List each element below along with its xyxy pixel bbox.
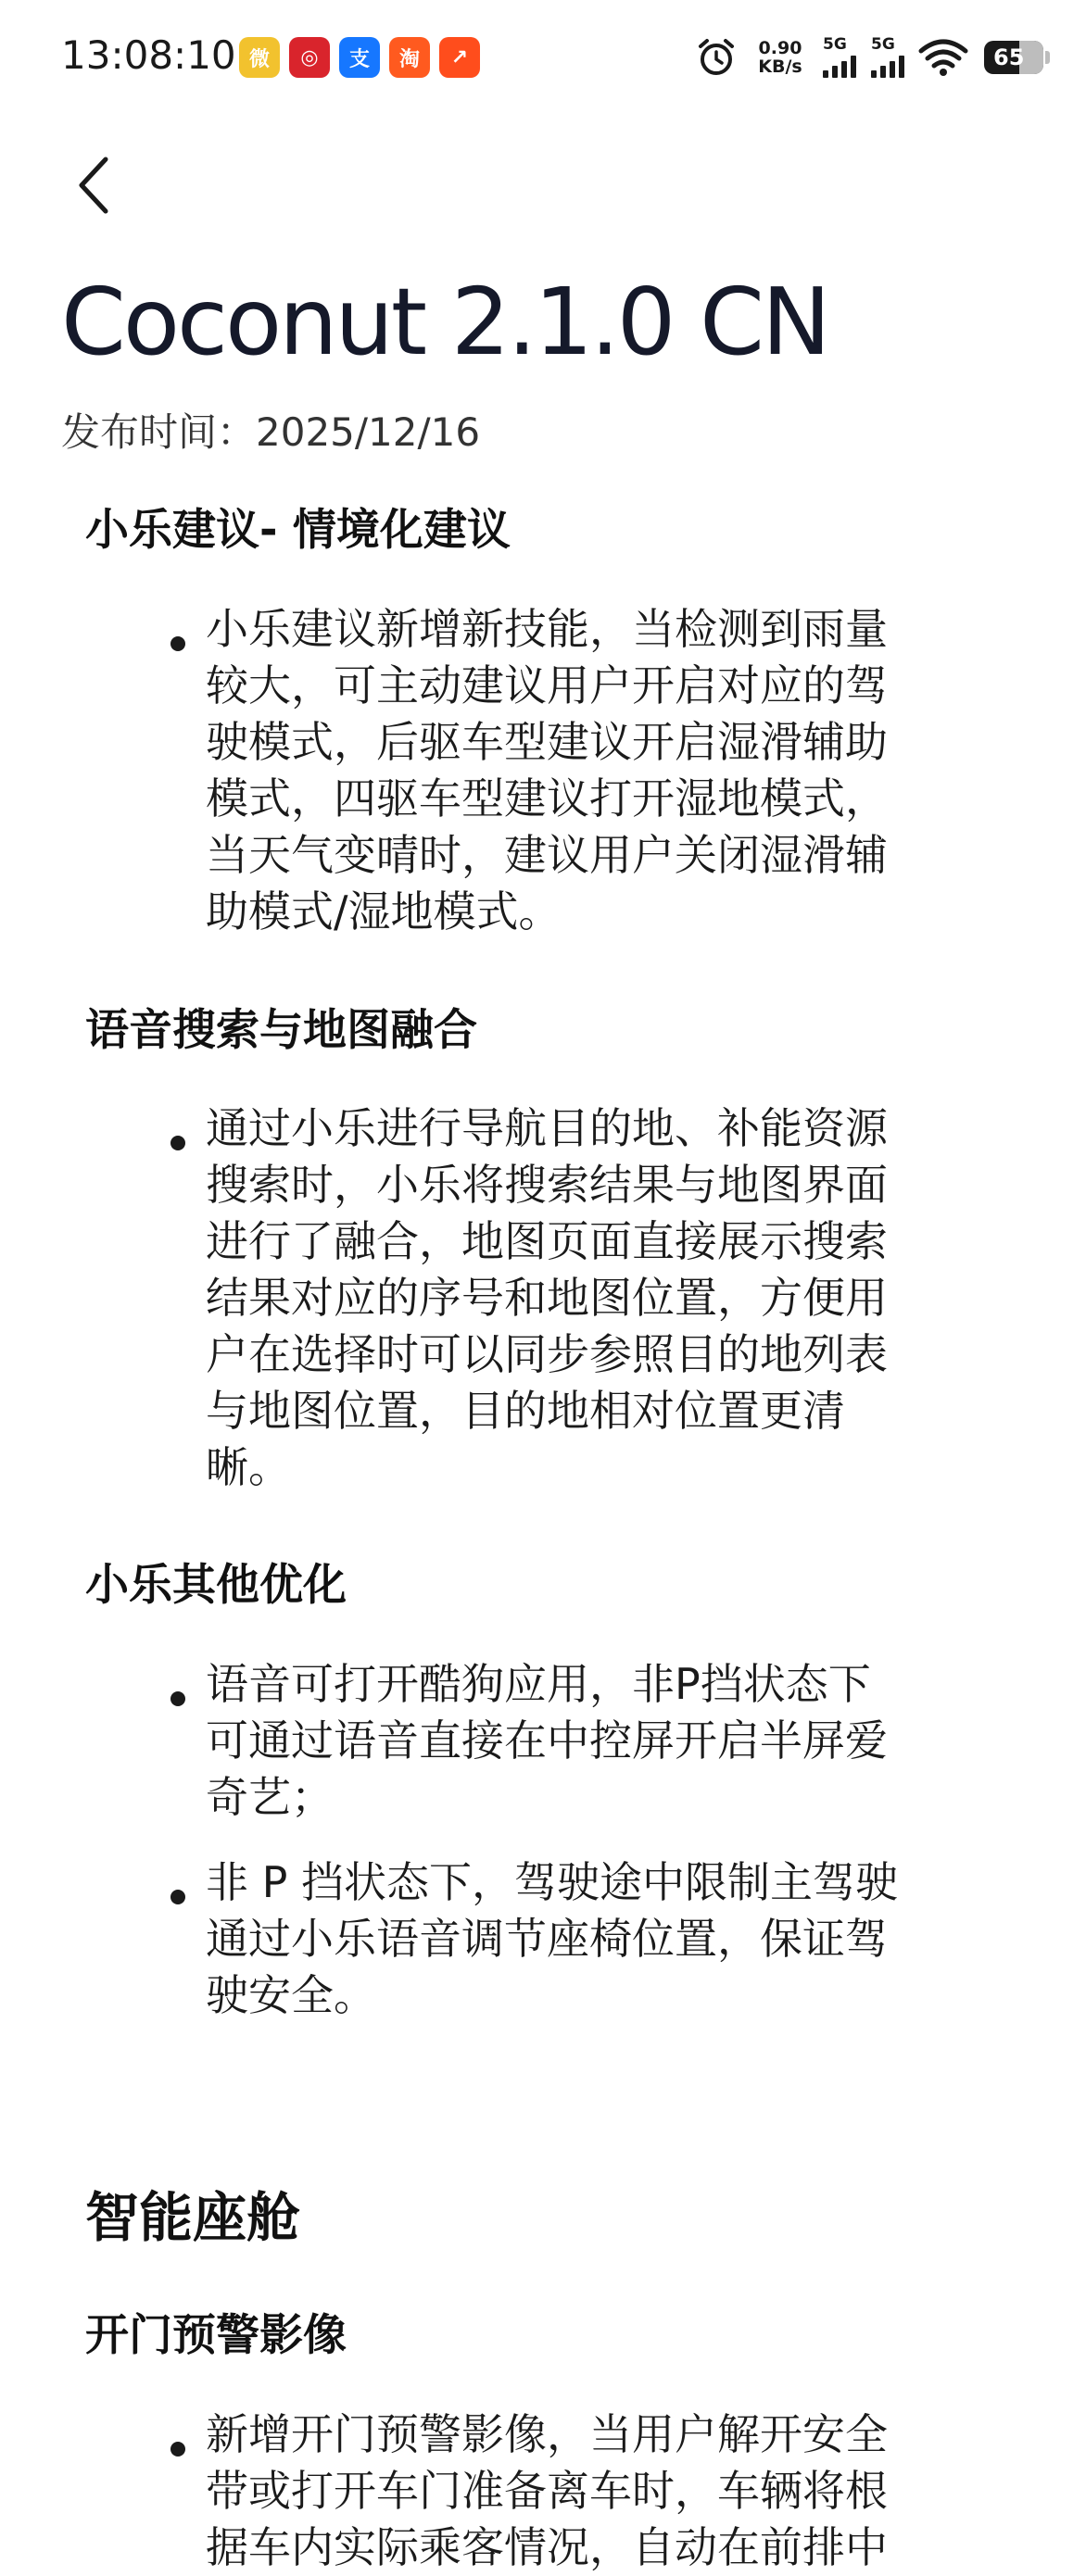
bullet-item [206, 1100, 888, 1496]
notification-app-icons [239, 37, 480, 78]
bullet-line: 小乐建议新增新技能，当检测到雨量 [206, 604, 888, 654]
signal-1-bars-icon [823, 56, 856, 78]
wifi-icon [917, 36, 969, 79]
bullet-item [206, 1854, 898, 2024]
bullet-line: 驶安全。 [206, 1970, 376, 2020]
bullet-line: 奇艺； [206, 1772, 334, 1822]
taobao-icon: 淘 [389, 37, 430, 78]
bullet-item [206, 601, 888, 940]
status-indicators [695, 31, 1050, 83]
signal-1-label: 5G [823, 35, 847, 54]
bullet-line: 助模式/湿地模式。 [206, 886, 562, 936]
signal-2-bars-icon [871, 56, 904, 78]
bullet-dot [170, 2442, 185, 2457]
back-button[interactable] [65, 148, 120, 222]
bullet-line: 带或打开车门准备离车时，车辆将根 [206, 2466, 888, 2516]
status-time: 13:08:10 [61, 32, 236, 78]
signal-2-label: 5G [871, 35, 895, 54]
bullet-line: 通过小乐语音调节座椅位置，保证驾 [206, 1914, 888, 1964]
battery-tip [1045, 51, 1050, 64]
bullet-line: 户在选择时可以同步参照目的地列表 [206, 1329, 888, 1379]
signal-2 [871, 37, 904, 78]
bullet-line: 驶模式，后驱车型建议开启湿滑辅助 [206, 717, 888, 767]
network-speed-value: 0.90 [758, 38, 802, 58]
bullet-line: 进行了融合，地图页面直接展示搜索 [206, 1216, 888, 1266]
bullet-line: 据车内实际乘客情况，自动在前排中 [206, 2522, 888, 2572]
bullet-dot [170, 1691, 185, 1706]
alipay-icon: 支 [339, 37, 380, 78]
release-date: 发布时间：2025/12/16 [61, 409, 481, 455]
bullet-line: 新增开门预警影像，当用户解开安全 [206, 2409, 888, 2459]
bullet-dot [170, 1136, 185, 1150]
network-speed [752, 39, 808, 76]
battery-icon [984, 41, 1043, 74]
network-speed-unit: KB/s [758, 57, 802, 77]
bullet-line: 晰。 [206, 1442, 291, 1492]
page-title: Coconut 2.1.0 CN [61, 268, 828, 376]
chevron-left-icon [65, 148, 120, 222]
signal-1 [823, 37, 856, 78]
bullet-dot [170, 636, 185, 651]
battery-percent: 65 [993, 44, 1025, 70]
section-heading: 开门预警影像 [85, 2310, 347, 2361]
alarm-clock-icon [695, 36, 738, 79]
trend-app-icon: ↗ [439, 37, 480, 78]
weibo-icon: 微 [239, 37, 280, 78]
section-heading: 小乐其他优化 [85, 1560, 347, 1611]
unionpay-icon: ◎ [289, 37, 330, 78]
bullet-line: 较大，可主动建议用户开启对应的驾 [206, 660, 888, 710]
section-group-title: 智能座舱 [85, 2186, 301, 2249]
bullet-line: 与地图位置，目的地相对位置更清 [206, 1386, 845, 1436]
section-heading: 小乐建议- 情境化建议 [85, 505, 511, 556]
bullet-item [206, 2406, 888, 2576]
bullet-line: 可通过语音直接在中控屏开启半屏爱 [206, 1715, 888, 1766]
bullet-item [206, 1656, 888, 1826]
status-bar [0, 0, 1086, 111]
bullet-line: 搜索时，小乐将搜索结果与地图界面 [206, 1160, 888, 1210]
section-heading: 语音搜索与地图融合 [85, 1005, 477, 1056]
bullet-line: 模式，四驱车型建议打开湿地模式， [206, 773, 888, 823]
bullet-line: 非 P 挡状态下，驾驶途中限制主驾驶 [206, 1857, 898, 1907]
bullet-line: 结果对应的序号和地图位置，方便用 [206, 1273, 888, 1323]
bullet-line: 语音可打开酷狗应用，非P挡状态下 [206, 1659, 871, 1709]
bullet-line: 通过小乐进行导航目的地、补能资源 [206, 1103, 888, 1153]
bullet-dot [170, 1890, 185, 1904]
bullet-line: 当天气变晴时，建议用户关闭湿滑辅 [206, 830, 888, 880]
